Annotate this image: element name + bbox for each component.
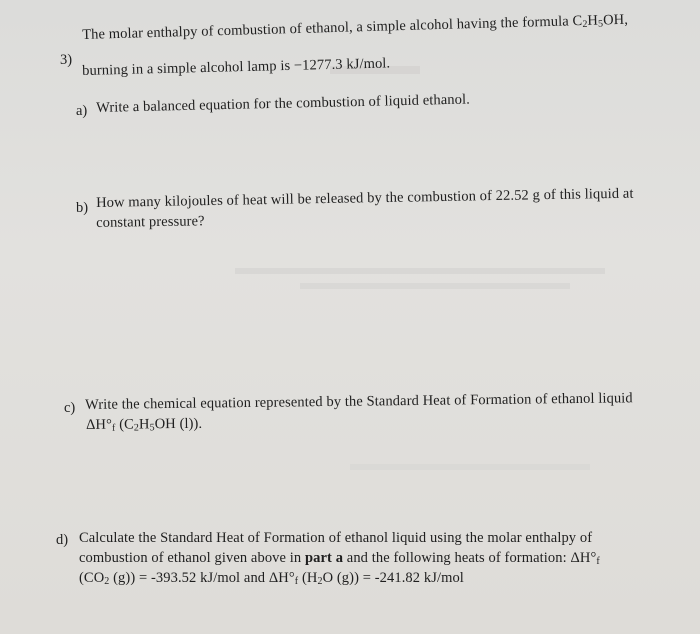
- question-3-line2: burning in a simple alcohol lamp is −1277.3 kJ/mol.: [82, 55, 391, 79]
- question-number: 3): [60, 52, 73, 68]
- part-d-label: d): [56, 532, 69, 548]
- part-a-label: a): [76, 103, 88, 119]
- bleed-through-mark: [300, 283, 570, 289]
- question-3-line1: The molar enthalpy of combustion of ethanol, a simple alcohol having the formula $C_2H_5OH$,: [82, 11, 629, 43]
- part-b-line2: constant pressure?: [96, 213, 205, 231]
- bleed-through-mark: [350, 464, 590, 470]
- part-d-line3: ($CO_2$ (g)) = -393.52 kJ/mol and $\Delta H^\circ_f$ ($H_2O$ (g)) = -241.82 kJ/mol: [79, 570, 464, 587]
- bleed-through-mark: [235, 268, 605, 274]
- part-d-line1: Calculate the Standard Heat of Formation of ethanol liquid using the molar enthalpy of: [79, 530, 593, 546]
- part-c-line2: $\Delta H^\circ_f$ ($C_2H_5OH$ (l)).: [86, 415, 203, 434]
- part-b-label: b): [76, 200, 89, 216]
- part-d-line2: combustion of ethanol given above in part a and the following heats of formation: $\Delta H^\circ_f$: [79, 550, 600, 567]
- part-b-line1: How many kilojoules of heat will be released by the combustion of 22.52 g of this liquid at: [96, 185, 634, 211]
- part-c-line1: Write the chemical equation represented by the Standard Heat of Formation of ethanol liquid: [85, 390, 633, 413]
- part-c-label: c): [64, 400, 76, 416]
- part-a-text: Write a balanced equation for the combustion of liquid ethanol.: [96, 91, 471, 116]
